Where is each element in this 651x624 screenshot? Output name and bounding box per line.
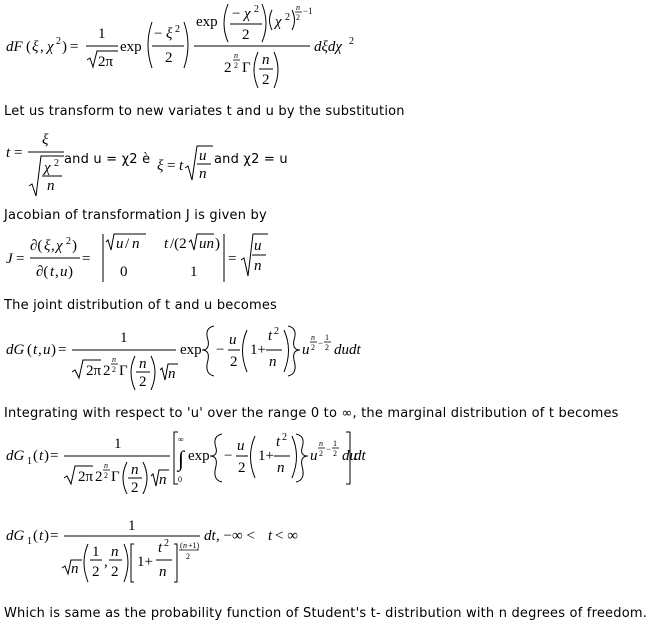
svg-text:=: = [14, 145, 23, 161]
svg-text:1: 1 [128, 518, 136, 534]
svg-text:ξ: ξ [157, 158, 164, 174]
svg-text:n: n [199, 166, 207, 182]
svg-text:exp: exp [188, 448, 210, 464]
svg-text:): ) [215, 236, 220, 252]
svg-text:1: 1 [333, 439, 337, 448]
svg-text:t: t [164, 236, 169, 252]
svg-text:): ) [44, 448, 49, 464]
svg-text:): ) [72, 238, 77, 254]
svg-text:n: n [183, 541, 187, 550]
paragraph-integrating: Integrating with respect to 'u' over the range 0 to ∞, the marginal distribution of t becomes [4, 406, 619, 421]
svg-text:n: n [159, 564, 167, 580]
svg-text:exp: exp [120, 39, 142, 55]
paragraph-joint-distribution: The joint distribution of t and u becomes [4, 298, 278, 313]
svg-text:n: n [139, 356, 147, 372]
svg-text:t: t [179, 158, 184, 174]
svg-text:Γ: Γ [119, 363, 128, 379]
svg-text:J: J [6, 251, 13, 267]
svg-text:t: t [50, 264, 55, 280]
svg-text:(: ( [33, 448, 38, 464]
svg-text:dG: dG [6, 448, 25, 464]
svg-text:n: n [168, 366, 176, 382]
svg-text:2: 2 [224, 60, 232, 76]
svg-text:u: u [237, 438, 245, 454]
svg-text:χ: χ [44, 160, 51, 176]
svg-text:−: − [216, 342, 225, 358]
svg-text:1: 1 [114, 436, 122, 452]
svg-text:,: , [40, 39, 44, 55]
svg-text:2: 2 [103, 363, 111, 379]
svg-text:2: 2 [186, 552, 190, 561]
svg-text:2: 2 [234, 61, 238, 70]
svg-text:2: 2 [139, 374, 147, 390]
svg-text:−: − [326, 444, 332, 454]
paragraph-substitution: Let us transform to new variates t and u by the substitution [4, 104, 405, 119]
svg-text:): ) [44, 528, 49, 544]
svg-text:1+: 1+ [137, 554, 153, 570]
svg-text:n: n [234, 51, 238, 60]
svg-text:1: 1 [120, 330, 128, 346]
svg-text:t: t [268, 528, 273, 544]
svg-text:=: = [16, 251, 25, 267]
svg-text:2: 2 [111, 564, 119, 580]
svg-text:1: 1 [325, 333, 329, 342]
svg-text:−: − [318, 338, 324, 348]
svg-text:χ: χ [244, 6, 251, 22]
svg-text:(: ( [33, 528, 38, 544]
svg-text:Γ: Γ [242, 60, 251, 76]
svg-text:2: 2 [66, 236, 71, 247]
svg-text:1: 1 [27, 536, 32, 547]
svg-text:2: 2 [238, 460, 246, 476]
svg-text:=: = [50, 448, 59, 464]
svg-text:n: n [111, 544, 119, 560]
svg-text:1+: 1+ [258, 448, 274, 464]
svg-text:u: u [43, 342, 51, 358]
svg-text:exp: exp [196, 14, 218, 30]
svg-text:=: = [50, 528, 59, 544]
svg-text:n: n [277, 460, 285, 476]
svg-text:t: t [39, 448, 44, 464]
svg-text:−: − [224, 448, 233, 464]
svg-text:1: 1 [190, 264, 198, 280]
svg-text:2: 2 [349, 36, 354, 47]
svg-text:∂(: ∂( [36, 264, 49, 280]
svg-text:+1): +1) [188, 541, 200, 550]
svg-text:1+: 1+ [250, 342, 266, 358]
svg-text:0: 0 [178, 475, 182, 484]
svg-text:t: t [268, 328, 273, 344]
svg-text:n: n [262, 52, 270, 68]
svg-text:dξdχ: dξdχ [314, 39, 343, 55]
equation-joint-dg [0, 320, 400, 394]
svg-text:n: n [296, 3, 300, 12]
svg-text:2: 2 [54, 158, 59, 169]
svg-text:=: = [70, 39, 79, 55]
svg-text:2: 2 [95, 469, 103, 485]
text-chi2-equals-u: and χ2 = u [214, 152, 288, 167]
svg-text:u: u [302, 342, 310, 358]
svg-text:n: n [47, 178, 55, 194]
svg-text:1: 1 [27, 456, 32, 467]
svg-text:t: t [39, 528, 44, 544]
svg-text:χ: χ [275, 14, 282, 30]
svg-text:2: 2 [112, 365, 116, 374]
svg-text:2: 2 [311, 343, 315, 352]
svg-text:2: 2 [164, 538, 169, 549]
svg-text:,: , [104, 554, 108, 570]
equation-t-substitution [0, 128, 70, 200]
svg-text:t: t [6, 145, 11, 161]
svg-text:0: 0 [120, 264, 128, 280]
svg-text:2: 2 [333, 449, 337, 458]
svg-text:n: n [319, 439, 323, 448]
svg-text:n: n [71, 561, 79, 577]
svg-text:u: u [254, 238, 262, 254]
svg-text:(: ( [27, 342, 32, 358]
svg-text:2π: 2π [86, 363, 102, 379]
svg-text:−1: −1 [303, 6, 313, 16]
svg-text:t: t [33, 342, 38, 358]
text-u-equals-chi2: and u = χ2 è [64, 152, 151, 167]
equation-xi-equals [155, 140, 215, 186]
svg-text:): ) [62, 39, 67, 55]
svg-text:2: 2 [262, 72, 270, 88]
svg-text:2: 2 [319, 449, 323, 458]
svg-text:ξ: ξ [44, 238, 51, 254]
svg-text:2: 2 [254, 4, 259, 15]
svg-text:du: du [342, 448, 357, 464]
svg-text:dudt: dudt [334, 342, 361, 358]
paragraph-jacobian: Jacobian of transformation J is given by [4, 208, 267, 223]
svg-text:=: = [228, 251, 237, 267]
svg-text:/: / [125, 236, 130, 252]
equation-df-xi-chi [0, 0, 651, 98]
svg-text:χ: χ [47, 39, 54, 55]
svg-text:n: n [132, 236, 140, 252]
svg-text:2: 2 [325, 343, 329, 352]
svg-text:dt: dt [354, 448, 366, 464]
svg-text:2: 2 [274, 326, 279, 337]
svg-text:n: n [104, 461, 108, 470]
svg-text:< ∞: < ∞ [275, 528, 298, 544]
svg-text:∂(: ∂( [30, 238, 43, 254]
svg-text:dG: dG [6, 342, 25, 358]
svg-text:2: 2 [230, 354, 238, 370]
equation-marginal-integral [0, 428, 400, 494]
svg-text:(: ( [26, 39, 31, 55]
svg-text:2: 2 [56, 36, 61, 47]
equation-student-t [0, 512, 320, 592]
svg-text:,: , [55, 264, 59, 280]
svg-text:u: u [199, 148, 207, 164]
svg-text:n: n [159, 472, 167, 488]
svg-text:): ) [51, 342, 56, 358]
svg-text:2π: 2π [98, 54, 114, 70]
svg-text:, −∞ <: , −∞ < [216, 528, 255, 544]
svg-text:2: 2 [242, 27, 250, 43]
svg-text:χ: χ [56, 238, 63, 254]
svg-text:,: , [51, 238, 55, 254]
svg-text:n: n [131, 462, 139, 478]
paragraph-conclusion: Which is same as the probability function of Student's t- distribution with n degrees of freedom. [4, 606, 648, 621]
svg-text:−: − [154, 26, 163, 42]
svg-text:2: 2 [165, 50, 173, 66]
svg-text:−: − [232, 6, 241, 22]
svg-text:un: un [199, 236, 214, 252]
svg-text:u: u [229, 332, 237, 348]
svg-text:,: , [38, 342, 42, 358]
svg-text:exp: exp [180, 342, 202, 358]
svg-text:ξ: ξ [42, 132, 49, 148]
svg-text:/(2: /(2 [170, 236, 187, 252]
svg-text:1: 1 [92, 544, 100, 560]
svg-text:(: ( [180, 541, 183, 550]
equation-jacobian [0, 230, 300, 286]
svg-text:=: = [167, 158, 176, 174]
svg-text:n: n [112, 355, 116, 364]
svg-text:dG: dG [6, 528, 25, 544]
svg-text:2: 2 [175, 24, 180, 35]
svg-text:u: u [116, 236, 124, 252]
svg-text:u: u [60, 264, 68, 280]
svg-text:dF: dF [6, 39, 23, 55]
svg-text:2: 2 [92, 564, 100, 580]
svg-text:Γ: Γ [111, 469, 120, 485]
svg-text:∫: ∫ [178, 446, 185, 471]
svg-text:2: 2 [131, 480, 139, 494]
svg-text:n: n [311, 333, 315, 342]
svg-text:2: 2 [285, 12, 290, 23]
svg-text:n: n [269, 354, 277, 370]
svg-text:t: t [158, 540, 163, 556]
svg-text:2: 2 [296, 13, 300, 22]
svg-text:2: 2 [104, 471, 108, 480]
svg-text:t: t [276, 434, 281, 450]
svg-text:n: n [254, 258, 262, 274]
svg-text:dt: dt [204, 528, 216, 544]
svg-text:u: u [310, 448, 318, 464]
svg-text:ξ: ξ [166, 26, 173, 42]
svg-text:=: = [82, 251, 91, 267]
svg-text:ξ: ξ [32, 39, 39, 55]
svg-text:=: = [58, 342, 67, 358]
svg-text:2π: 2π [78, 469, 94, 485]
svg-text:): ) [68, 264, 73, 280]
svg-text:2: 2 [282, 432, 287, 443]
svg-text:∞: ∞ [178, 435, 184, 444]
svg-text:1: 1 [98, 26, 106, 42]
